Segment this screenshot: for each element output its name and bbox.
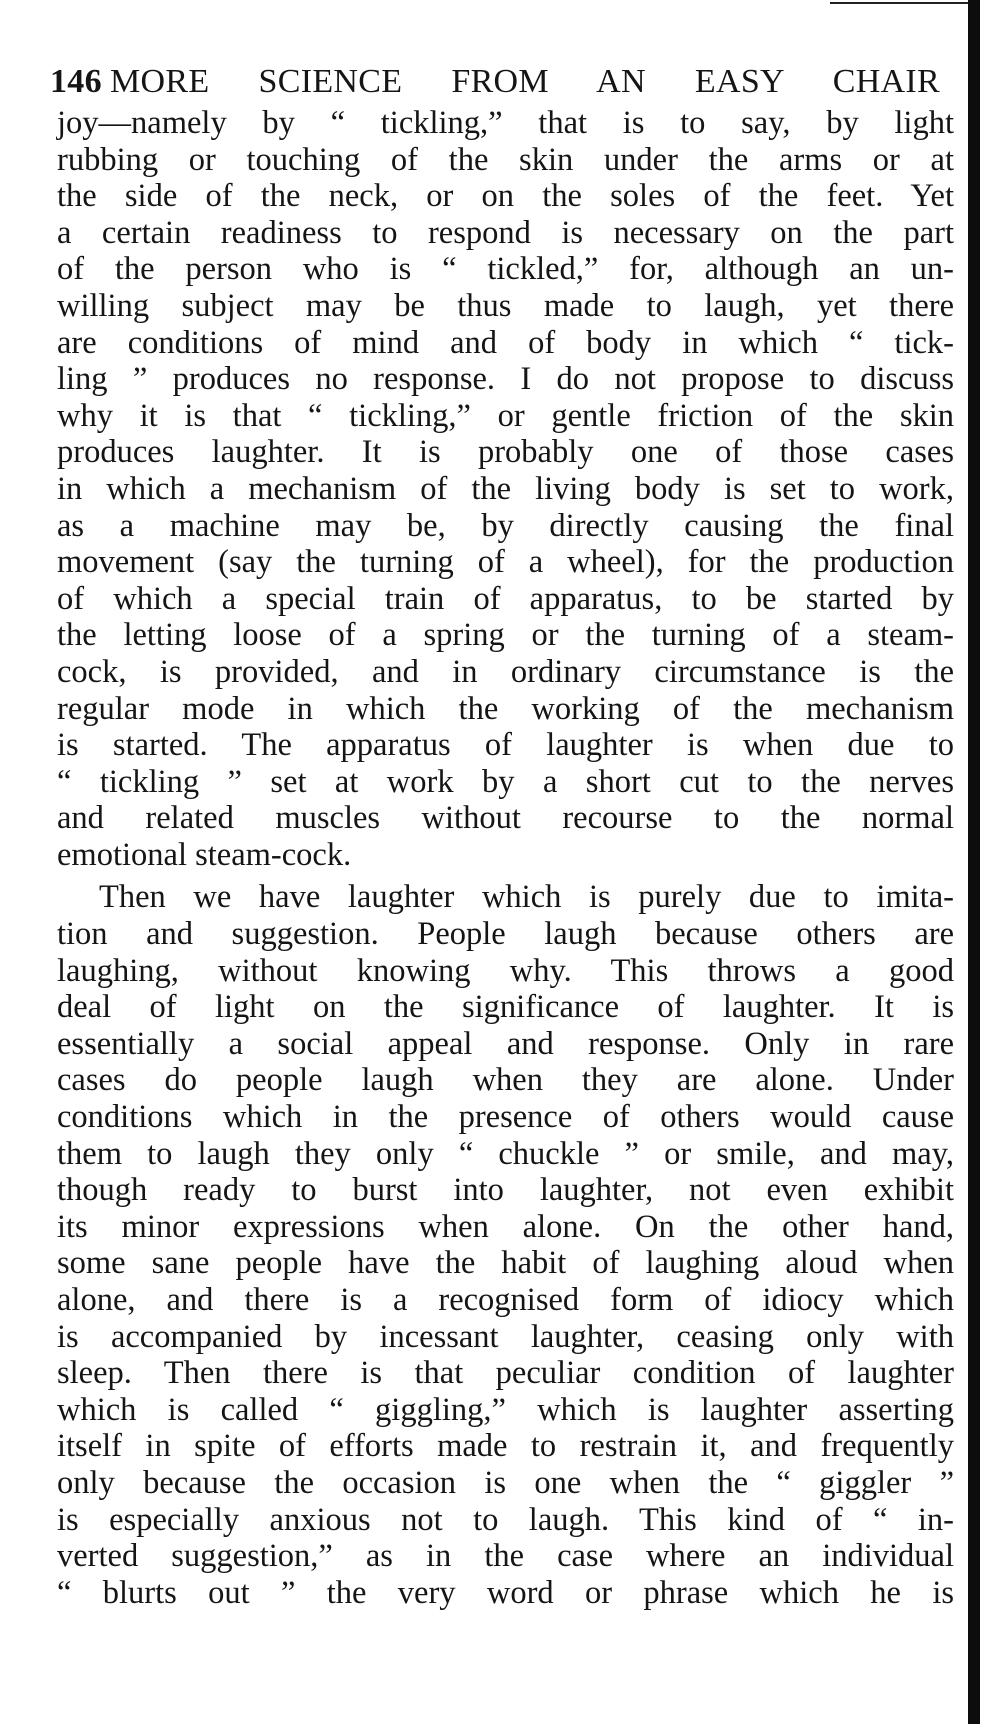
running-head xyxy=(50,58,965,106)
text-line: the side of the neck, or on the soles of the feet. Yet xyxy=(57,178,954,215)
text-line: which is called “ giggling,” which is laughter asserting xyxy=(57,1391,954,1428)
text-line: deal of light on the significance of laughter. It is xyxy=(57,989,954,1026)
text-line: sleep. Then there is that peculiar condition of laughter xyxy=(57,1355,954,1392)
text-line: as a machine may be, by directly causing the final xyxy=(57,507,954,544)
top-rule xyxy=(830,2,970,4)
text-line: rubbing or touching of the skin under the arms or at xyxy=(57,141,954,178)
text-line: ling ” produces no response. I do not propose to discuss xyxy=(57,361,954,398)
text-line: a certain readiness to respond is necessary on the part xyxy=(57,214,954,251)
text-line: only because the occasion is one when the “ giggler ” xyxy=(57,1464,954,1501)
text-line: in which a mechanism of the living body is set to work, xyxy=(57,470,954,507)
text-line: conditions which in the presence of others would cause xyxy=(57,1099,954,1136)
text-line: them to laugh they only “ chuckle ” or smile, and may, xyxy=(57,1135,954,1172)
text-line: regular mode in which the working of the mechanism xyxy=(57,690,954,727)
text-line: tion and suggestion. People laugh because others are xyxy=(57,916,954,953)
text-line: why it is that “ tickling,” or gentle friction of the skin xyxy=(57,397,954,434)
text-line: cock, is provided, and in ordinary circumstance is the xyxy=(57,653,954,690)
text-line: “ blurts out ” the very word or phrase which he is xyxy=(57,1574,954,1611)
text-line: alone, and there is a recognised form of idiocy which xyxy=(57,1282,954,1318)
text-line: emotional steam-cock. xyxy=(57,836,352,873)
text-line: is accompanied by incessant laughter, ceasing only with xyxy=(57,1318,954,1355)
text-line: and related muscles without recourse to the normal xyxy=(57,800,954,837)
text-line: movement (say the turning of a wheel), for the production xyxy=(57,544,954,581)
text-line: the letting loose of a spring or the turning of a steam- xyxy=(57,617,954,654)
text-line: essentially a social appeal and response. Only in rare xyxy=(57,1025,954,1062)
text-line: willing subject may be thus made to laugh, yet there xyxy=(57,287,954,324)
text-line: verted suggestion,” as in the case where an individual xyxy=(57,1538,954,1575)
text-line: joy—namely by “ tickling,” that is to say, by light xyxy=(57,105,954,141)
page-number: 146 xyxy=(50,63,102,100)
text-line: of the person who is “ tickled,” for, although an un- xyxy=(57,251,954,288)
text-line: is started. The apparatus of laughter is when due to xyxy=(57,727,954,764)
text-line: some sane people have the habit of laughing aloud when xyxy=(57,1245,954,1282)
text-line: “ tickling ” set at work by a short cut to the nerves xyxy=(57,763,954,800)
running-title: MORE SCIENCE FROM AN EASY CHAIR xyxy=(110,63,940,100)
text-line: its minor expressions when alone. On the other hand, xyxy=(57,1208,954,1245)
text-line: laughing, without knowing why. This throws a good xyxy=(57,952,954,989)
paragraph-1 xyxy=(57,105,954,873)
text-line: Then we have laughter which is purely due to imita- xyxy=(99,879,954,916)
text-line: produces laughter. It is probably one of those cases xyxy=(57,434,954,471)
body-text xyxy=(57,105,954,1611)
text-line: are conditions of mind and of body in which “ tick- xyxy=(57,324,954,361)
page-binding-edge xyxy=(968,0,980,1724)
text-line: of which a special train of apparatus, to be started by xyxy=(57,580,954,617)
paragraph-2 xyxy=(57,879,954,1611)
text-line: itself in spite of efforts made to restrain it, and frequently xyxy=(57,1428,954,1465)
text-line: cases do people laugh when they are alone. Under xyxy=(57,1062,954,1099)
text-line: is especially anxious not to laugh. This kind of “ in- xyxy=(57,1501,954,1538)
text-line: though ready to burst into laughter, not even exhibit xyxy=(57,1172,954,1209)
